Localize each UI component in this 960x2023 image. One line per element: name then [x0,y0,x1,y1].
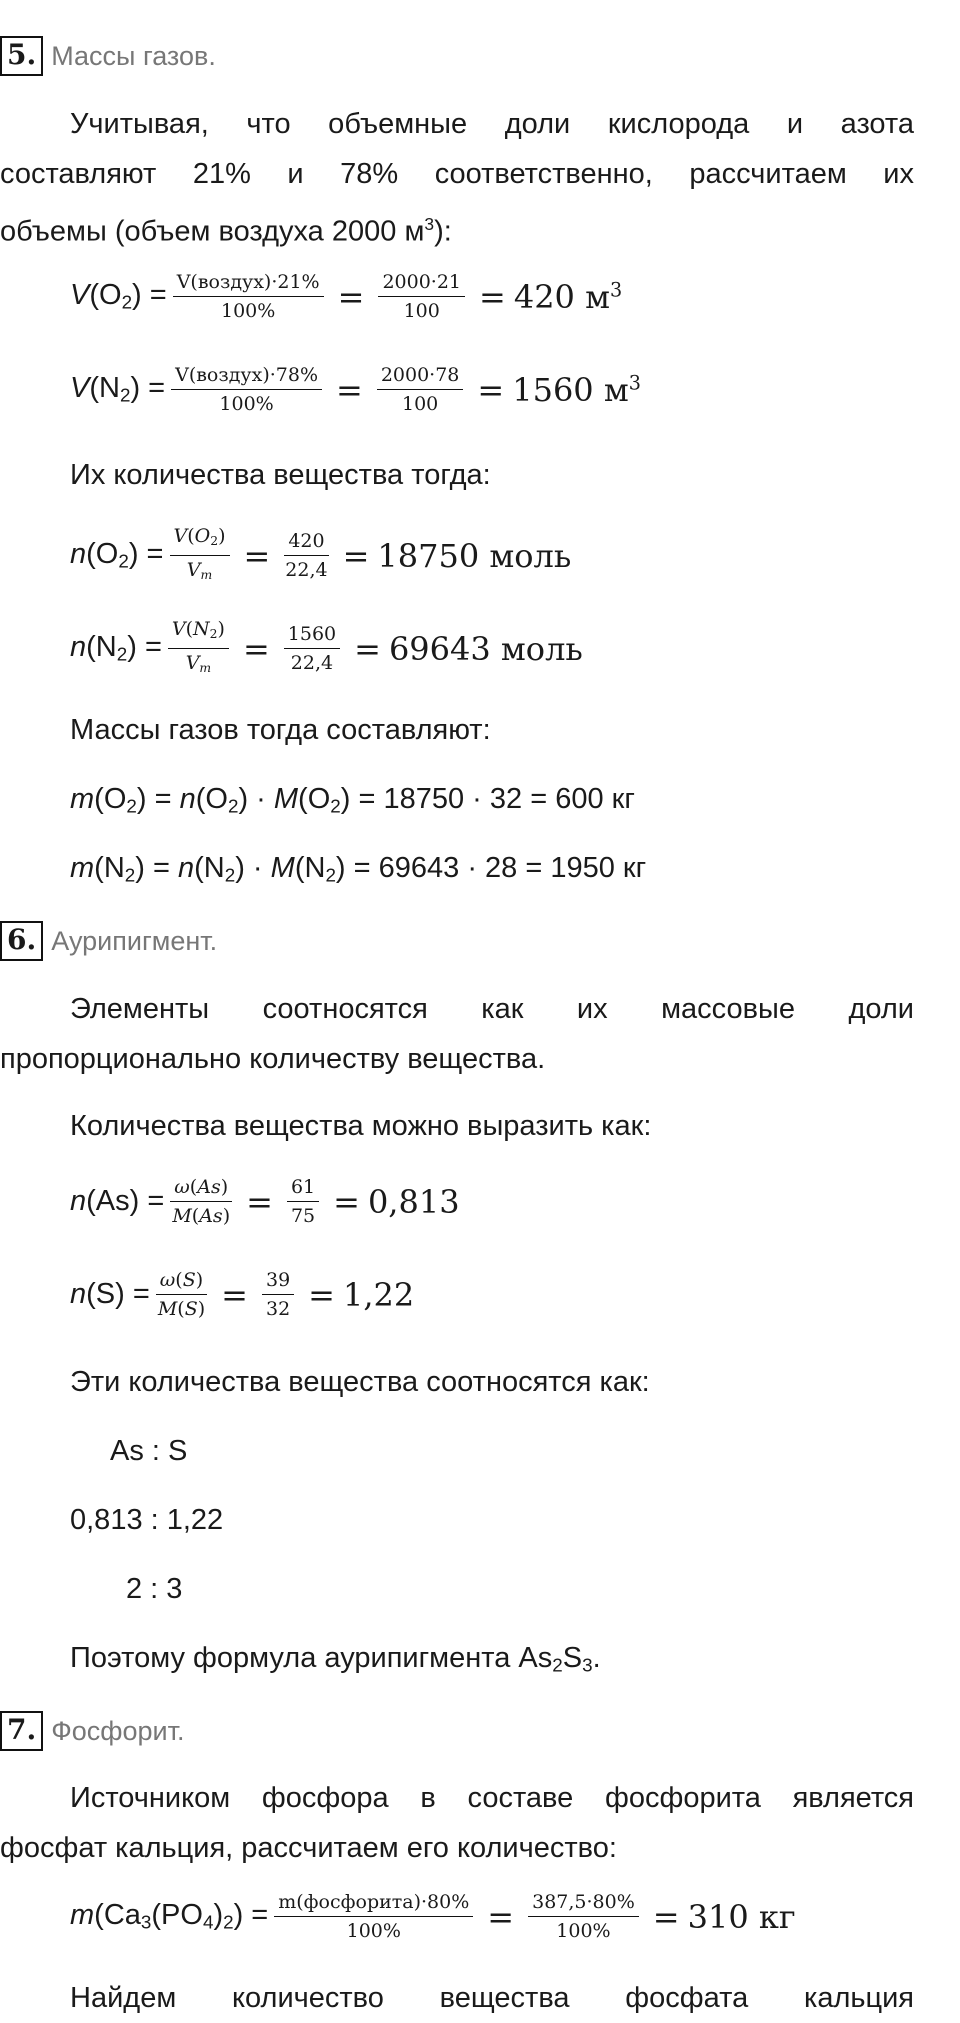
paragraph: Поэтому формула аурипигмента $As_2S_3$. [70,1642,601,1676]
text-line: Источником фосфора в составе фосфорита является [70,1782,914,1814]
ratio-row: 2 : 3 [126,1573,183,1605]
section-title: Аурипигмент. [51,926,218,956]
ratio-row: As : S [110,1435,188,1467]
ratio-row: 0,813 : 1,22 [70,1504,224,1536]
formula-amount-as: n(As) = $\frac{\omega(As)}{M(As)}$ = $\frac{61}{75}$ = 0,813 [70,1176,460,1227]
formula-mass-calcium-phosphate: $m(Ca_3(PO_4)_2)$ = $\frac{\text{m(фосфорита)·80\%}}{100\%}$ = $\frac{387,5\cdot 80\%}{100\%}$ = 310 кг [70,1891,796,1942]
formula-volume-n2: $V(N_2)$ = $\frac{\text{V(воздух)·78\%}}{100\%}$ = $\frac{2000\cdot 78}{100}$ = 1560 $м^3$ [70,364,641,415]
section-title: Фосфорит. [51,1716,185,1746]
formula-amount-o2: $n(O_2)$ = $\frac{V(O_2)}{V_m}$ = $\frac{420}{22,4}$ = 18750 моль [70,525,572,583]
section-number-badge: 5. [0,36,43,76]
section-6-header [0,921,217,961]
text-line: пропорционально количеству вещества. [0,1043,546,1075]
section-7-header [0,1711,184,1751]
text-line: Элементы соотносятся как их массовые доли [70,993,914,1025]
text-line: Учитывая, что объемные доли кислорода и азота [70,108,914,140]
formula-mass-n2: $m(N_2) = n(N_2) \cdot M(N_2) = 69643 \cdot 28 = 1950$ кг [70,852,647,886]
paragraph: Эти количества вещества соотносятся как: [70,1366,650,1398]
paragraph [0,1973,914,2023]
paragraph: Количества вещества можно выразить как: [70,1110,652,1142]
paragraph: Массы газов тогда составляют: [70,714,491,746]
formula-volume-o2: $V(O_2)$ = $\frac{\text{V(воздух)·21\%}}{100\%}$ = $\frac{2000\cdot 21}{100}$ = 420 $м^3$ [70,271,623,322]
paragraph [0,99,914,256]
text-line: Найдем количество вещества фосфата кальция [70,1982,914,2014]
text-line: фосфат кальция, рассчитаем его количество: [0,1832,617,1864]
text-line: объемы (объем воздуха 2000 $м^3$): [0,214,452,248]
formula-amount-n2: $n(N_2)$ = $\frac{V(N_2)}{V_m}$ = $\frac{1560}{22,4}$ = 69643 моль [70,618,583,676]
section-number-badge: 6. [0,921,43,961]
section-title: Массы газов. [51,41,216,71]
formula-mass-o2: $m(O_2) = n(O_2) \cdot M(O_2) = 18750 \cdot 32 = 600$ кг [70,783,635,817]
paragraph [0,1773,914,1873]
paragraph [0,984,914,1084]
paragraph: Их количества вещества тогда: [70,459,491,491]
text-line: составляют 21% и 78% соответственно, рассчитаем их [0,158,914,190]
section-number-badge: 7. [0,1711,43,1751]
formula-amount-s: n(S) = $\frac{\omega(S)}{M(S)}$ = $\frac{39}{32}$ = 1,22 [70,1269,415,1320]
section-5-header [0,36,216,76]
